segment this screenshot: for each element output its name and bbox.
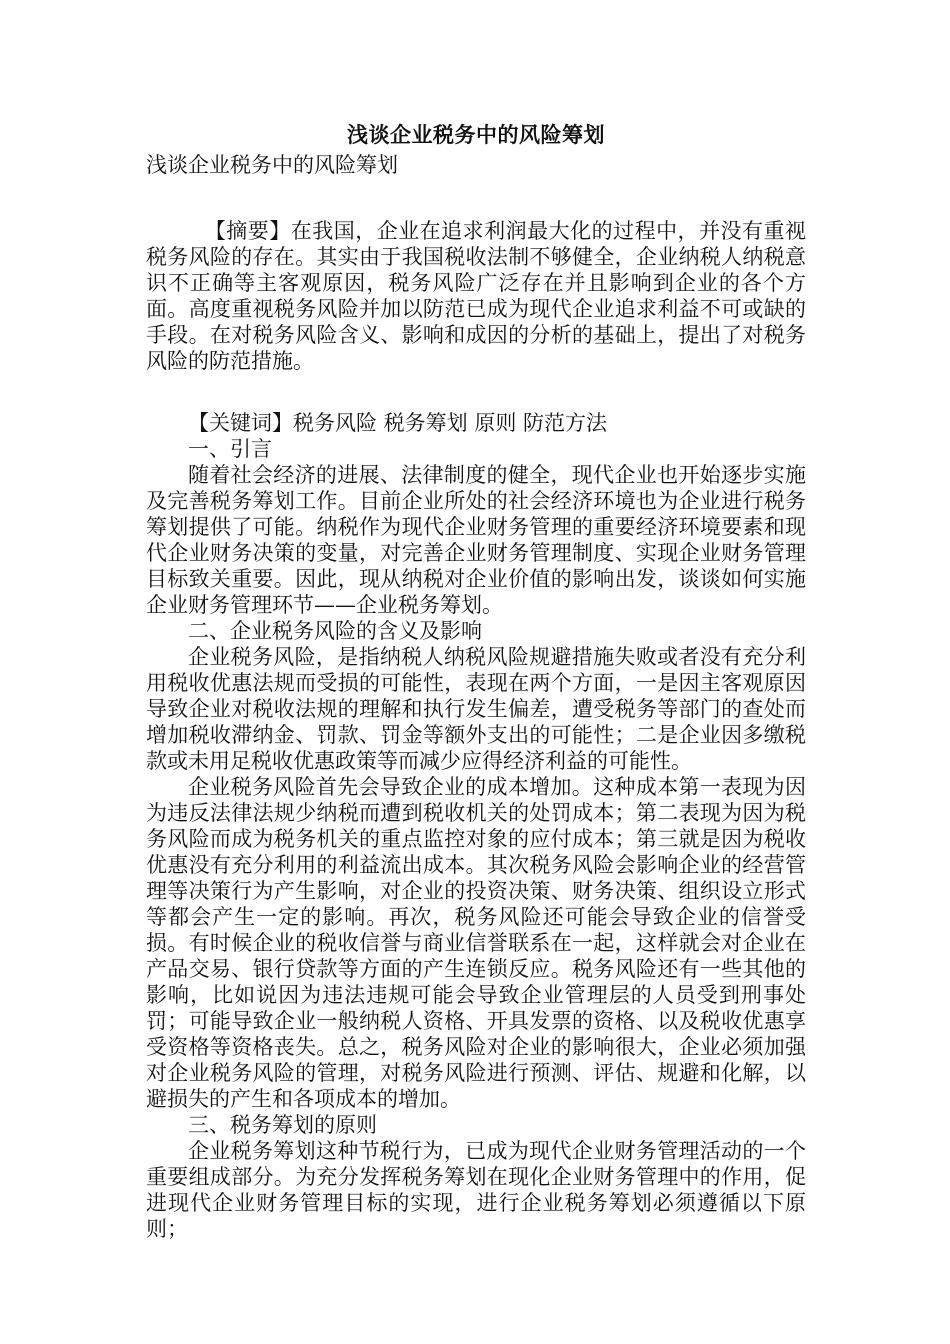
body-paragraph: 企业税务风险首先会导致企业的成本增加。这种成本第一表现为因为违反法律法规少纳税而遭到税收机关的处罚成本；第二表现为因为税务风险而成为税务机关的重点监控对象的应付成本；第三就是因为税收优惠没有充分利用的利益流出成本。其次税务风险会影响企业的经营管理等决策行为产生影响，对企业的投资决策、财务决策、组织设立形式等都会产生一定的影响。再次，税务风险还可能会导致企业的信誉受损。有时候企业的税收信誉与商业信誉联系在一起，这样就会对企业在产品交易、银行贷款等方面的产生连锁反应。税务风险还有一些其他的影响，比如说因为违法违规可能会导致企业管理层的人员受到刑事处罚；可能导致企业一般纳税人资格、开具发票的资格、以及税收优惠享受资格等资格丧失。总之，税务风险对企业的影响很大，企业必须加强对企业税务风险的管理，对税务风险进行预测、评估、规避和化解，以避损失的产生和各项成本的增加。 [146, 775, 806, 1111]
body-paragraph: 随着社会经济的进展、法律制度的健全，现代企业也开始逐步实施及完善税务筹划工作。目前企业所处的社会经济环境也为企业进行税务筹划提供了可能。纳税作为现代企业财务管理的重要经济环境要素和现代企业财务决策的变量，对完善企业财务管理制度、实现企业财务管理目标致关重要。因此，现从纳税对企业价值的影响出发，谈谈如何实施企业财务管理环节——企业税务筹划。 [146, 463, 806, 617]
document-subtitle: 浅谈企业税务中的风险筹划 [146, 153, 398, 177]
body-paragraph: 企业税务筹划这种节税行为，已成为现代企业财务管理活动的一个重要组成部分。为充分发挥税务筹划在现化企业财务管理中的作用，促进现代企业财务管理目标的实现，进行企业税务筹划必须遵循以下原则； [146, 1139, 806, 1241]
document-title: 浅谈企业税务中的风险筹划 [347, 122, 605, 147]
document-page [146, 120, 806, 1242]
spacer [146, 180, 806, 218]
section-heading-principles: 三、税务筹划的原则 [188, 1113, 377, 1137]
section-heading-intro: 一、引言 [188, 437, 272, 461]
abstract-paragraph: 【摘要】在我国，企业在追求利润最大化的过程中，并没有重视税务风险的存在。其实由于我国税收法制不够健全，企业纳税人纳税意识不正确等主客观原因，税务风险广泛存在并且影响到企业的各个方面。高度重视税务风险并加以防范已成为现代企业追求利益不可或缺的手段。在对税务风险含义、影响和成因的分析的基础上，提出了对税务风险的防范措施。 [146, 219, 806, 373]
section-heading-risk: 二、企业税务风险的含义及影响 [188, 619, 482, 643]
keywords-line: 【关键词】税务风险 税务筹划 原则 防范方法 [188, 411, 608, 435]
body-paragraph: 企业税务风险，是指纳税人纳税风险规避措施失败或者没有充分利用税收优惠法规而受损的可能性，表现在两个方面，一是因主客观原因导致企业对税收法规的理解和执行发生偏差，遭受税务等部门的查处而增加税收滞纳金、罚款、罚金等额外支出的可能性；二是企业因多缴税款或未用足税收优惠政策等而减少应得经济利益的可能性。 [146, 645, 806, 773]
spacer [146, 374, 806, 410]
